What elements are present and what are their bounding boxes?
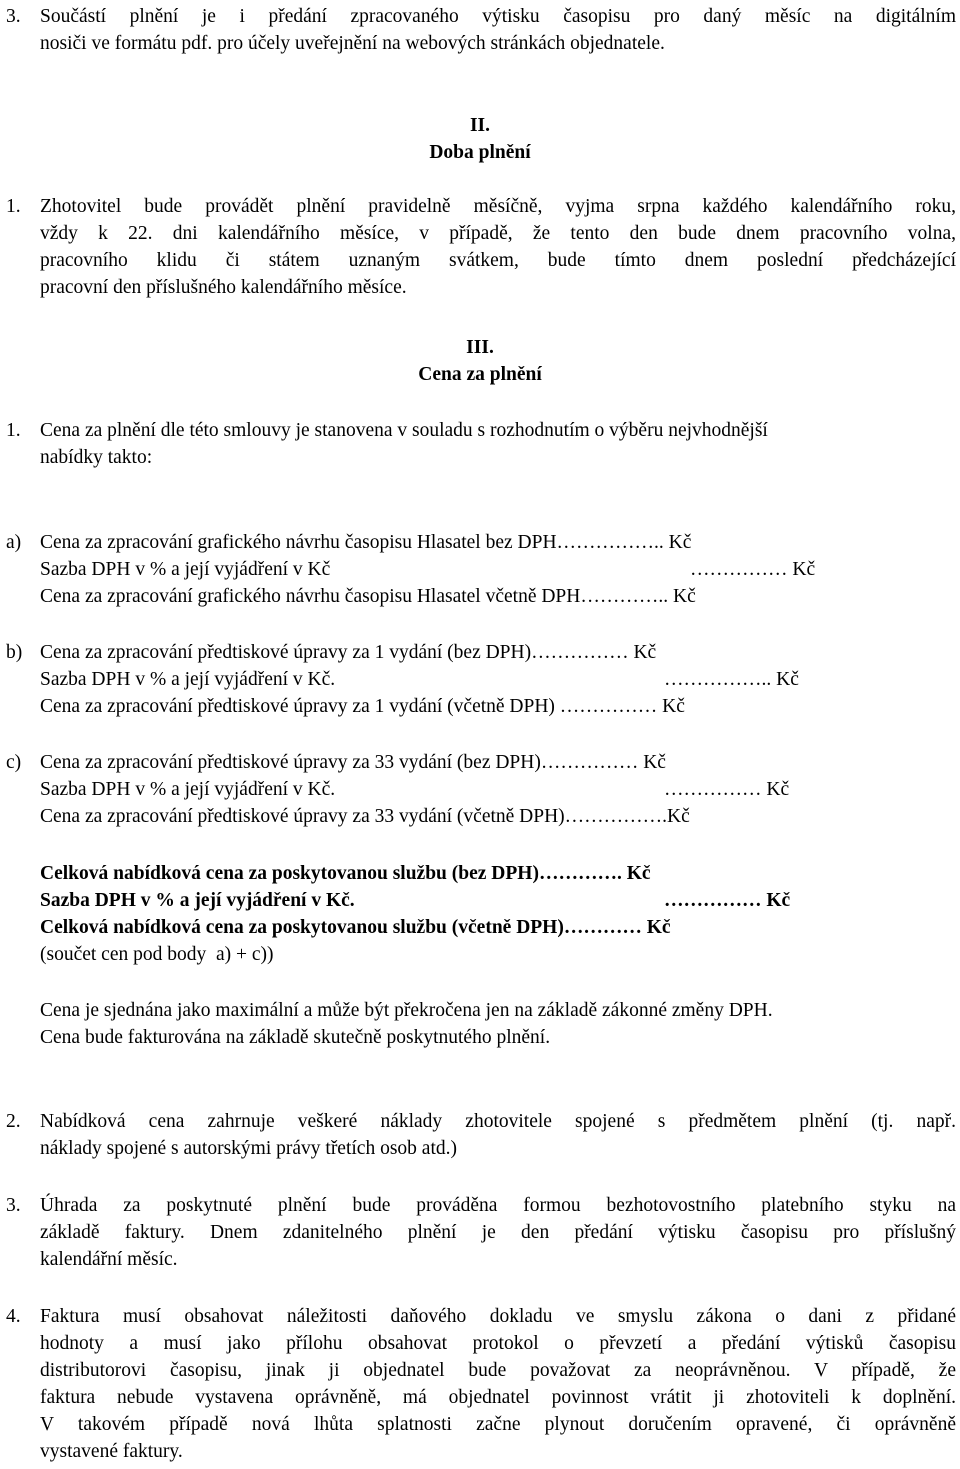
paragraph-line: faktura nebude vystavena oprávněně, má objednatel povinnost vrátit ji zhotoviteli k doplnění. <box>40 1387 956 1408</box>
total-price-line: Sazba DPH v % a její vyjádření v Kč. <box>40 890 355 911</box>
section-title: Cena za plnění <box>418 364 542 385</box>
paragraph-line: hodnoty a musí jako přílohu obsahovat protokol o převzetí a předání výtisků časopisu <box>40 1333 956 1354</box>
item-number: 4. <box>6 1306 21 1327</box>
section-number: II. <box>469 115 491 136</box>
list-letter: b) <box>6 642 23 663</box>
paragraph-line: Cena za plnění dle této smlouvy je stanovena v souladu s rozhodnutím o výběru nejvhodnější <box>40 420 768 441</box>
total-price-line: Celková nabídková cena za poskytovanou službu (včetně DPH)………… Kč <box>40 917 671 938</box>
paragraph-line: náklady spojené s autorskými právy třetích osob atd.) <box>40 1138 457 1159</box>
price-line: Cena za zpracování grafického návrhu časopisu Hlasatel bez DPH…………….. Kč <box>40 532 692 553</box>
total-price-line: Celková nabídková cena za poskytovanou službu (bez DPH)…………. Kč <box>40 863 651 884</box>
paragraph-line: Úhrada za poskytnuté plnění bude prováděna formou bezhotovostního platebního styku na <box>40 1195 956 1216</box>
item-number: 3. <box>6 1195 21 1216</box>
section-title: Doba plnění <box>429 142 531 163</box>
paragraph-line: základě faktury. Dnem zdanitelného plnění je den předání výtisku časopisu pro příslušný <box>40 1222 956 1243</box>
paragraph-line: Zhotovitel bude provádět plnění pravidelně měsíčně, vyjma srpna každého kalendářního roku, <box>40 196 956 217</box>
price-line: Cena za zpracování grafického návrhu časopisu Hlasatel včetně DPH………….. Kč <box>40 586 696 607</box>
price-blank: …………… Kč <box>690 559 816 580</box>
paragraph-line: nabídky takto: <box>40 447 153 468</box>
paragraph-line: Cena je sjednána jako maximální a může být překročena jen na základě zákonné změny DPH. <box>40 1000 773 1021</box>
paragraph-line: Cena bude fakturována na základě skutečně poskytnutého plnění. <box>40 1027 551 1048</box>
price-blank: …………….. Kč <box>664 669 799 690</box>
item-number: 3. <box>6 6 21 27</box>
paragraph-line: V takovém případě nová lhůta splatnosti začne plynout doručením opravené, či oprávněně <box>40 1414 956 1435</box>
price-line: Cena za zpracování předtiskové úpravy za 33 vydání (bez DPH)…………… Kč <box>40 752 666 773</box>
price-line: Cena za zpracování předtiskové úpravy za 1 vydání (bez DPH)…………… Kč <box>40 642 657 663</box>
paragraph-line: nosiči ve formátu pdf. pro účely uveřejnění na webových stránkách objednatele. <box>40 33 665 54</box>
item-number: 1. <box>6 420 21 441</box>
paragraph-line: Nabídková cena zahrnuje veškeré náklady zhotovitele spojené s předmětem plnění (tj. např. <box>40 1111 956 1132</box>
list-letter: c) <box>6 752 22 773</box>
total-note: (součet cen pod body a) + c)) <box>40 944 274 965</box>
paragraph-line: pracovního klidu či státem uznaným svátkem, bude tímto dnem poslední předcházející <box>40 250 956 271</box>
list-letter: a) <box>6 532 22 553</box>
price-line: Sazba DPH v % a její vyjádření v Kč <box>40 559 331 580</box>
paragraph-line: vždy k 22. dni kalendářního měsíce, v případě, že tento den bude dnem pracovního volna, <box>40 223 956 244</box>
item-number: 2. <box>6 1111 21 1132</box>
price-line: Cena za zpracování předtiskové úpravy za 33 vydání (včetně DPH)…………….Kč <box>40 806 690 827</box>
paragraph-line: Faktura musí obsahovat náležitosti daňového dokladu ve smyslu zákona o dani z přidané <box>40 1306 956 1327</box>
paragraph-line: Součástí plnění je i předání zpracovaného výtisku časopisu pro daný měsíc na digitálním <box>40 6 956 27</box>
paragraph-line: pracovní den příslušného kalendářního měsíce. <box>40 277 407 298</box>
item-number: 1. <box>6 196 21 217</box>
price-blank: …………… Kč <box>664 890 791 911</box>
section-number: III. <box>466 337 494 358</box>
price-line: Cena za zpracování předtiskové úpravy za 1 vydání (včetně DPH) …………… Kč <box>40 696 685 717</box>
paragraph-line: distributorovi časopisu, jinak ji objednatel bude považovat za neoprávněnou. V případě, že <box>40 1360 956 1381</box>
price-line: Sazba DPH v % a její vyjádření v Kč. <box>40 669 336 690</box>
paragraph-line: vystavené faktury. <box>40 1441 183 1462</box>
paragraph-line: kalendářní měsíc. <box>40 1249 178 1270</box>
price-line: Sazba DPH v % a její vyjádření v Kč. <box>40 779 336 800</box>
price-blank: …………… Kč <box>664 779 790 800</box>
